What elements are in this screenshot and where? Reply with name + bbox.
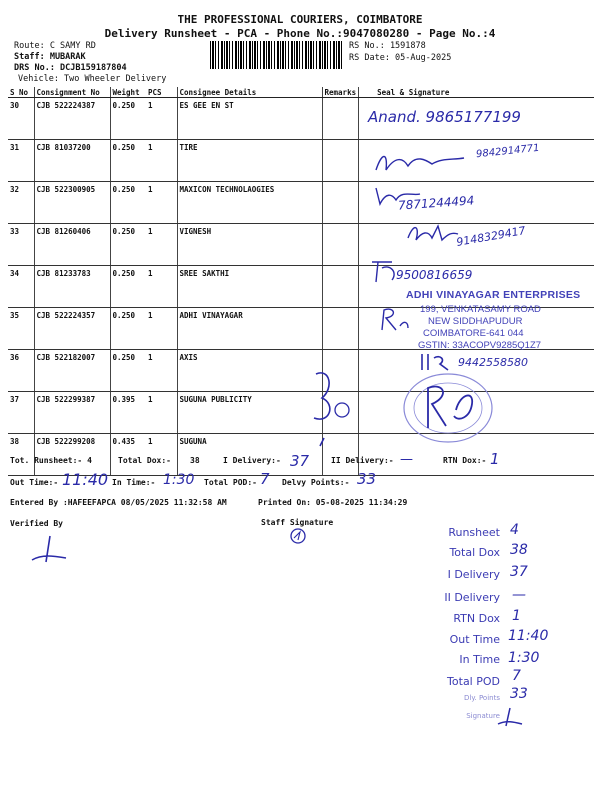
footer-i-delivery-label: I Delivery:- [223,456,281,465]
footer-total-pod-label: Total POD:- [204,478,257,487]
runsheet-subtitle: Delivery Runsheet - PCA - Phone No.:9047080280 - Page No.:4 [104,27,496,40]
cell-sno: 32 [8,182,34,224]
stamp-gstin: GSTIN: 33ACOPV9285Q1Z7 [418,340,542,351]
cell-sno: 33 [8,224,34,266]
scribble-signature-row35 [378,304,412,334]
table-header-row [8,87,594,98]
cell-remarks [322,98,359,140]
cell-pcs: 1 [146,224,177,266]
cell-consignee: VIGNESH [177,224,322,266]
summary-total-pod-value: 7 [512,668,521,684]
rs-number: RS No.: 1591878 [349,41,426,51]
footer-rtn-dox-label: RTN Dox:- [443,456,487,465]
cell-consignee: SREE SAKTHI [177,266,322,308]
footer-in-time-label: In Time:- [112,478,156,487]
footer-total-pod-value: 7 [260,470,270,488]
summary-total-dox-label: Total Dox [449,546,500,559]
cell-weight: 0.435 [110,434,146,476]
cell-consignment: CJB 81233783 [34,266,110,308]
large-scribble-signature [300,368,360,448]
handwritten-signature-row30: Anand. 9865177199 [368,108,521,126]
summary-dly-points-label: Dly. Points [464,694,500,702]
cell-weight: 0.250 [110,308,146,350]
cell-consignment: CJB 81260406 [34,224,110,266]
stamp-company-name: ADHI VINAYAGAR ENTERPRISES [406,289,581,301]
col-remarks: Remarks [322,87,359,98]
summary-signature-label: Signature [466,712,500,720]
summary-out-time-value: 11:40 [508,628,549,644]
round-seal-stamp [398,370,498,446]
cell-pcs: 1 [146,98,177,140]
col-consignment: Consignment No [34,87,110,98]
cell-pcs: 1 [146,434,177,476]
verified-by-signature [28,532,72,572]
footer-verified-by: Verified By [10,519,63,528]
cell-sno: 35 [8,308,34,350]
footer-in-time-value: 1:30 [163,472,195,488]
footer-rtn-dox-value: 1 [490,450,500,468]
staff-label: Staff: MUBARAK [14,52,86,62]
scribble-signature-row33 [402,218,462,246]
cell-weight: 0.250 [110,350,146,392]
cell-pcs: 1 [146,308,177,350]
route-label: Route: C SAMY RD [14,41,96,51]
cell-sno: 38 [8,434,34,476]
cell-sno: 31 [8,140,34,182]
stamp-address-line3: COIMBATORE-641 044 [423,328,524,339]
summary-i-delivery-value: 37 [510,564,528,580]
footer-entered-by: Entered By :HAFEEFAPCA 08/05/2025 11:32:58 AM [10,498,227,507]
cell-remarks [322,140,359,182]
cell-consignee: TIRE [177,140,322,182]
cell-remarks [322,266,359,308]
cell-consignment: CJB 522299208 [34,434,110,476]
summary-in-time-value: 1:30 [508,650,540,666]
handwritten-phone-row36: 9442558580 [458,356,528,369]
cell-weight: 0.395 [110,392,146,434]
summary-total-dox-value: 38 [510,542,528,558]
cell-weight: 0.250 [110,140,146,182]
footer-printed-on: Printed On: 05-08-2025 11:34:29 [258,498,408,507]
footer-ii-delivery-label: II Delivery:- [331,456,394,465]
cell-consignee: MAXICON TECHNOLAOGIES [177,182,322,224]
cell-sno: 36 [8,350,34,392]
summary-total-pod-label: Total POD [447,675,500,688]
cell-consignment: CJB 522224387 [34,98,110,140]
footer-out-time-value: 11:40 [62,470,109,489]
footer-staff-signature: Staff Signature [261,518,334,527]
cell-sno: 37 [8,392,34,434]
cell-weight: 0.250 [110,182,146,224]
cell-consignment: CJB 81037200 [34,140,110,182]
cell-pcs: 1 [146,392,177,434]
company-title: THE PROFESSIONAL COURIERS, COIMBATORE [177,13,423,26]
summary-runsheet-value: 4 [510,522,519,538]
footer-delvy-points-value: 33 [357,470,377,488]
table-row [8,182,594,224]
handwritten-phone-row33: 9148329417 [455,224,527,249]
col-signature: Seal & Signature [359,87,594,98]
stamp-address-line2: NEW SIDDHAPUDUR [428,316,523,327]
summary-signature-mark [496,704,526,734]
footer-i-delivery-value: 37 [290,452,310,470]
table-row [8,266,594,308]
summary-out-time-label: Out Time [449,633,500,646]
summary-dly-points-value: 33 [510,686,528,702]
footer-ii-delivery-value: — [400,452,413,467]
cell-weight: 0.250 [110,266,146,308]
cell-pcs: 1 [146,350,177,392]
drs-number: DRS No.: DCJB159187804 [14,63,127,73]
cell-consignment: CJB 522224357 [34,308,110,350]
cell-weight: 0.250 [110,224,146,266]
cell-consignment: CJB 522182007 [34,350,110,392]
rs-date: RS Date: 05-Aug-2025 [349,53,452,63]
stamp-address-line1: 199, VENKATASAMY ROAD [420,304,541,315]
footer-total-dox-label: Total Dox:- [118,456,171,465]
cell-remarks [322,224,359,266]
vehicle-label: Vehicle: Two Wheeler Delivery [18,74,167,84]
cell-pcs: 1 [146,182,177,224]
summary-i-delivery-label: I Delivery [447,568,500,581]
cell-weight: 0.250 [110,98,146,140]
handwritten-phone-row34: 9500816659 [396,268,473,282]
col-weight: Weight [110,87,146,98]
cell-sno: 30 [8,98,34,140]
summary-ii-delivery-value: — [512,587,526,603]
cell-consignee: SUGUNA [177,434,322,476]
col-sno: S No [8,87,34,98]
cell-pcs: 1 [146,140,177,182]
scribble-signature-row31 [372,148,472,178]
col-pcs: PCS [146,87,177,98]
cell-consignment: CJB 522300905 [34,182,110,224]
cell-consignee: AXIS [177,350,322,392]
cell-consignee: ADHI VINAYAGAR [177,308,322,350]
summary-in-time-label: In Time [459,653,500,666]
cell-consignment: CJB 522299387 [34,392,110,434]
cell-remarks [322,308,359,350]
footer-total-dox-value: 38 [190,456,200,465]
barcode [210,41,344,69]
handwritten-phone-row32: 7871244494 [397,193,475,213]
footer-out-time-label: Out Time:- [10,478,59,487]
cell-consignee: SUGUNA PUBLICITY [177,392,322,434]
cell-consignee: ES GEE EN ST [177,98,322,140]
summary-rtn-dox-value: 1 [512,608,521,624]
cell-remarks [322,182,359,224]
footer-delvy-points-label: Delvy Points:- [282,478,350,487]
summary-rtn-dox-label: RTN Dox [453,612,500,625]
staff-signature-mark [286,526,310,546]
footer-tot-runsheet: Tot. Runsheet:- 4 [10,456,92,465]
cell-sno: 34 [8,266,34,308]
summary-ii-delivery-label: II Delivery [444,591,500,604]
cell-pcs: 1 [146,266,177,308]
summary-runsheet-label: Runsheet [448,526,500,539]
col-consignee: Consignee Details [177,87,322,98]
handwritten-phone-row31: 9842914771 [475,142,541,161]
